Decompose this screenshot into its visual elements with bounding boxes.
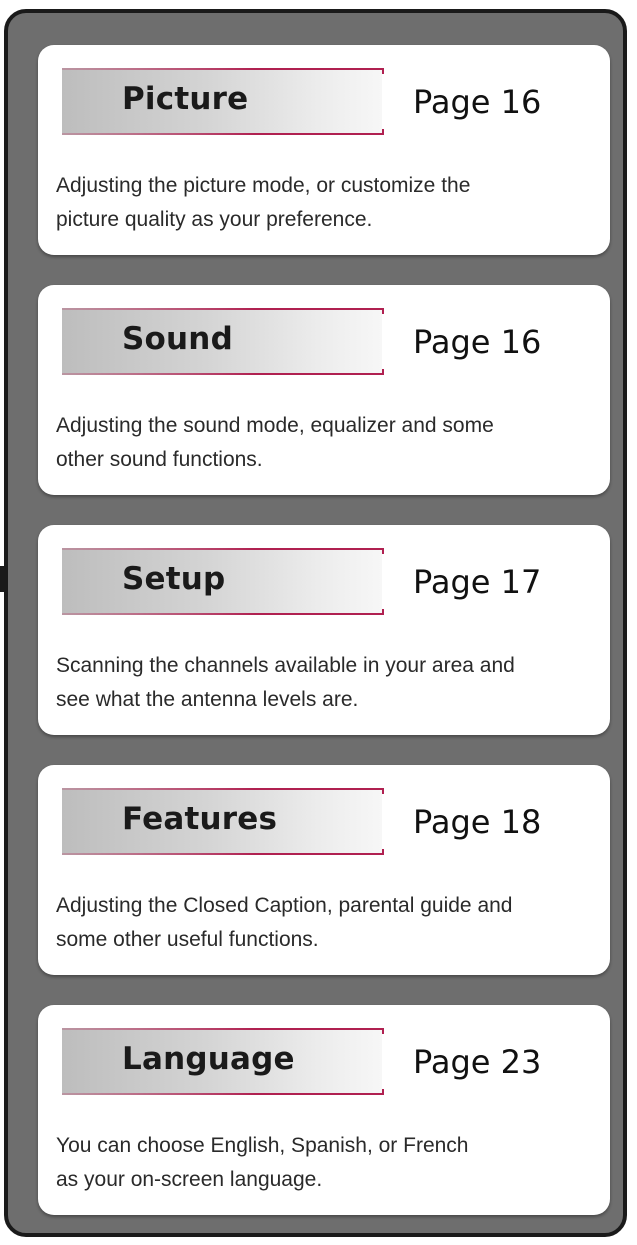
section-description: Adjusting the Closed Caption, parental guide and some other useful functions. bbox=[56, 894, 513, 951]
page-reference: Page 23 bbox=[413, 1043, 542, 1081]
section-title: Setup bbox=[122, 561, 226, 597]
section-title: Sound bbox=[122, 321, 233, 357]
menu-guide-panel bbox=[4, 9, 627, 1237]
section-card-language bbox=[38, 1005, 610, 1215]
section-title: Picture bbox=[122, 81, 249, 117]
section-tab bbox=[62, 788, 382, 855]
page-reference: Page 16 bbox=[413, 83, 542, 121]
page-reference: Page 16 bbox=[413, 323, 542, 361]
section-tab bbox=[62, 548, 382, 615]
page-reference: Page 17 bbox=[413, 563, 542, 601]
section-card-features bbox=[38, 765, 610, 975]
section-title: Features bbox=[122, 801, 278, 837]
section-description: Adjusting the sound mode, equalizer and some other sound functions. bbox=[56, 414, 494, 471]
section-description: Adjusting the picture mode, or customize the picture quality as your preference. bbox=[56, 174, 471, 231]
section-card-sound bbox=[38, 285, 610, 495]
section-description: You can choose English, Spanish, or French as your on-screen language. bbox=[56, 1134, 469, 1191]
section-tab bbox=[62, 1028, 382, 1095]
section-title: Language bbox=[122, 1041, 295, 1077]
section-description: Scanning the channels available in your area and see what the antenna levels are. bbox=[56, 654, 515, 711]
page-reference: Page 18 bbox=[413, 803, 542, 841]
section-tab bbox=[62, 308, 382, 375]
section-tab bbox=[62, 68, 382, 135]
section-card-picture bbox=[38, 45, 610, 255]
section-card-setup bbox=[38, 525, 610, 735]
